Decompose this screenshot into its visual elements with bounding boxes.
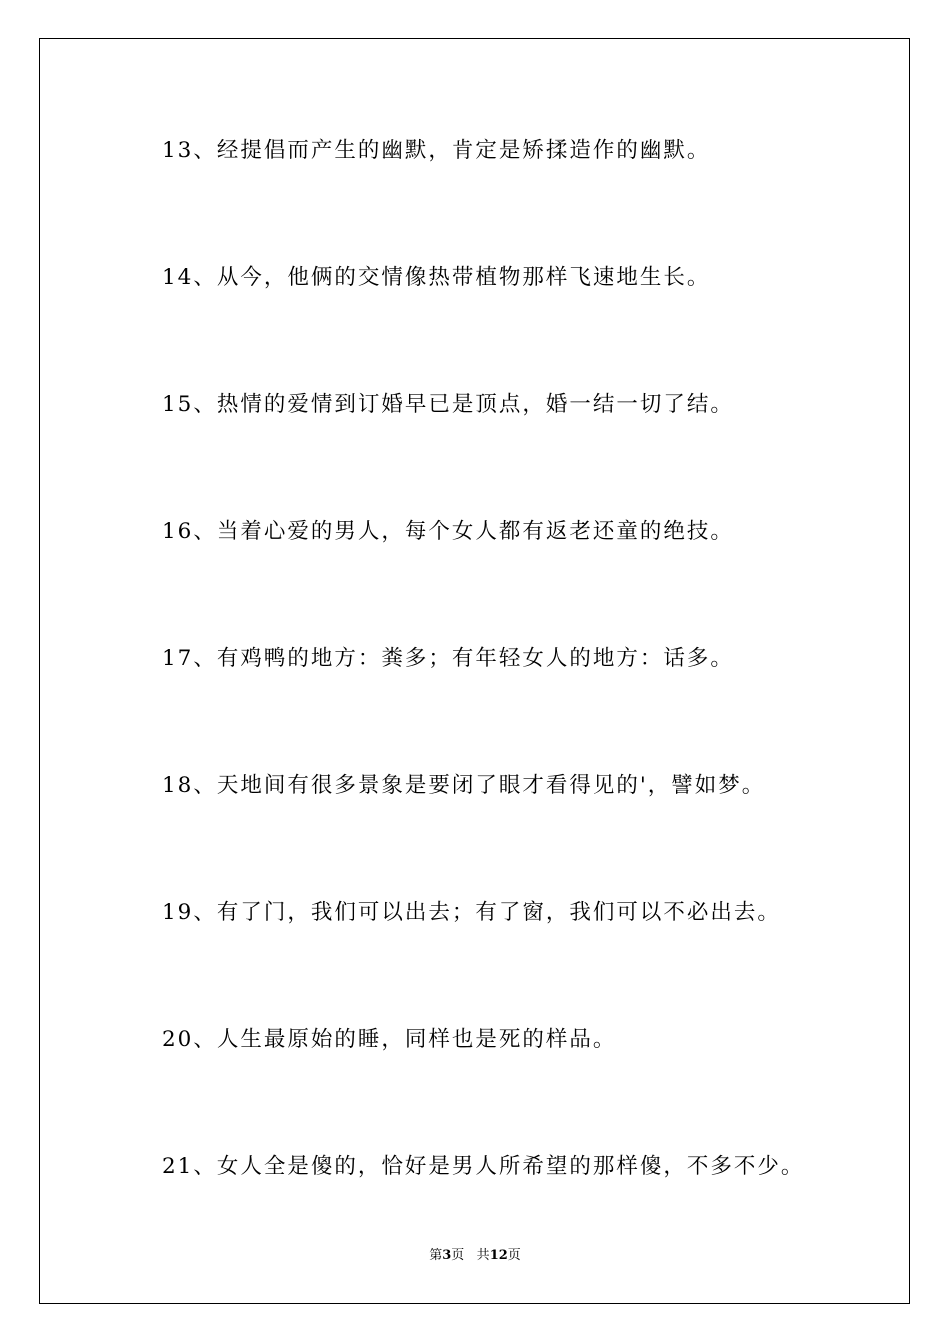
total-prefix: 共 (476, 1248, 490, 1263)
page-footer (0, 1246, 950, 1266)
page-prefix: 第 (429, 1248, 443, 1263)
page-number: 3 (442, 1248, 452, 1263)
quote-line-20: 20、人生最原始的睡，同样也是死的样品。 (162, 1027, 617, 1052)
total-suffix: 页 (507, 1248, 521, 1263)
quote-line-15: 15、热情的爱情到订婚早已是顶点，婚一结一切了结。 (162, 392, 734, 417)
quote-line-13: 13、经提倡而产生的幽默，肯定是矫揉造作的幽默。 (162, 138, 711, 163)
quote-line-19: 19、有了门，我们可以出去；有了窗，我们可以不必出去。 (162, 900, 781, 925)
document-body (162, 128, 862, 1271)
quote-line-21: 21、女人全是傻的，恰好是男人所希望的那样傻，不多不少。 (162, 1154, 805, 1179)
quote-line-18: 18、天地间有很多景象是要闭了眼才看得见的'，譬如梦。 (162, 773, 766, 798)
quote-line-16: 16、当着心爱的男人，每个女人都有返老还童的绝技。 (162, 519, 734, 544)
page-suffix: 页 (451, 1248, 465, 1263)
quote-line-14: 14、从今，他俩的交情像热带植物那样飞速地生长。 (162, 265, 711, 290)
quote-line-17: 17、有鸡鸭的地方：粪多；有年轻女人的地方：话多。 (162, 646, 734, 671)
total-pages: 12 (489, 1248, 508, 1263)
